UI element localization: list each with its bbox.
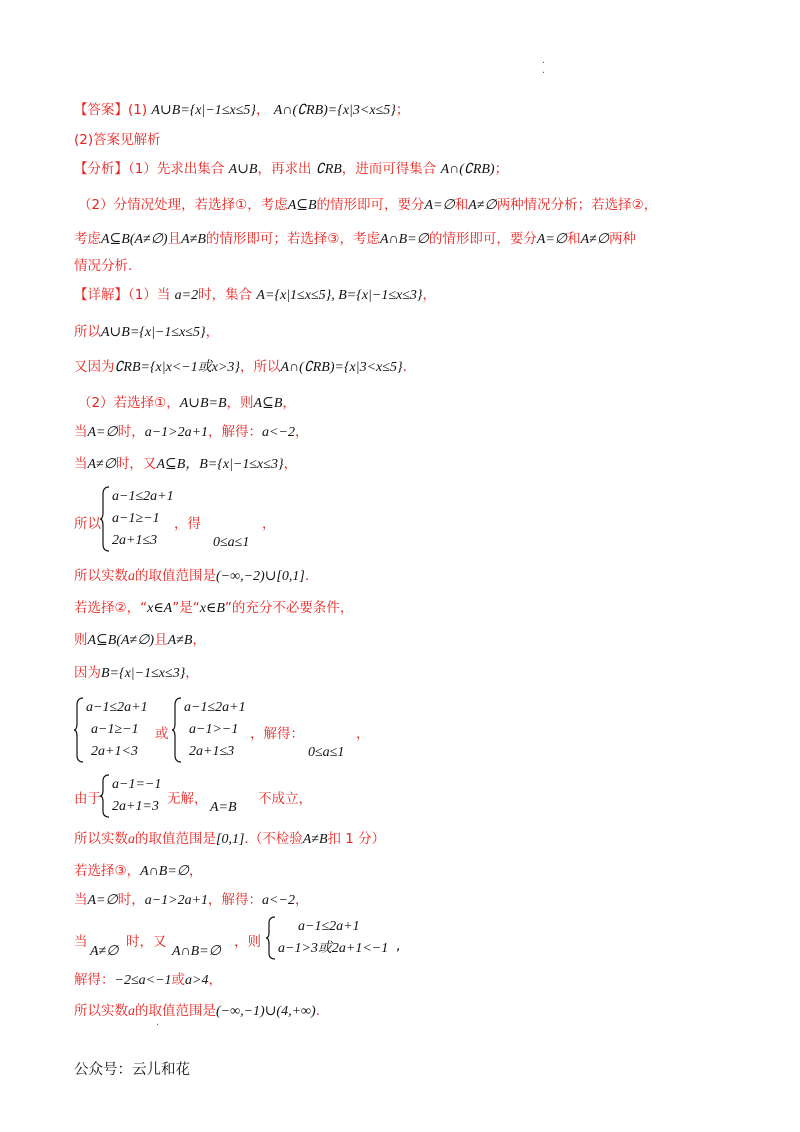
decorative-dot: · [156,1020,160,1031]
result-range: 0≤a≤1 [213,535,250,550]
detail-line-14: 所以实数a的取值范围是[0,1].（不检验A≠B扣 1 分） [74,831,386,847]
detail-line-11: 因为B={x|−1≤x≤3}， [74,665,199,681]
analysis-line-2: （2）分情况处理，若选择①，考虑A⊆B的情形即可，要分A=∅和A≠∅两种情况分析；若选择②， [78,197,658,213]
brace-icon [172,697,182,763]
footer-account: 公众号：云儿和花 [74,1062,190,1078]
detail-line-18: 解得：−2≤a<−1或a>4， [74,972,222,988]
analysis-line-3: 考虑A⊆B(A≠∅)且A≠B的情形即可；若选择③，考虑A∩B=∅的情形即可，要分A=∅和A≠∅两种 [74,231,636,247]
decorative-dot: · [542,58,546,69]
detail-label: 【详解】 [74,287,128,303]
detail-line-16: 当A=∅时，a−1>2a+1，解得：a<−2， [74,892,309,908]
brace-icon [266,916,276,960]
detail-line-4: （2）若选择①，A∪B=B，则A⊆B， [78,395,296,411]
answer-line-1: 【答案】(1) A∪B={x|−1≤x≤5}， A∩(∁RB)={x|3<x≤5}； [74,102,410,118]
detail-line-19: 所以实数a的取值范围是(−∞,−1)∪(4,+∞). [74,1003,320,1019]
detail-line-2: 所以A∪B={x|−1≤x≤5}， [74,324,220,340]
inequality-system-4: a−1≤2a+1 a−1>3或2a+1<−1 [266,916,416,960]
analysis-label: 【分析】 [74,161,128,177]
analysis-line-4: 情况分析. [74,258,133,274]
result-range: 0≤a≤1 [308,745,345,760]
decorative-dot: · [542,68,546,79]
inequality-system-1: a−1≤2a+1 a−1≥−1 2a+1≤3 [100,486,190,552]
detail-line-15: 若选择③，A∩B=∅， [74,863,203,879]
brace-icon [74,697,84,763]
equation-system: a−1=−1 2a+1=3 [100,774,190,818]
inequality-system-2: a−1≤2a+1 a−1≥−1 2a+1<3 [74,697,164,763]
detail-line-10: 则A⊆B(A≠∅)且A≠B， [74,632,206,648]
detail-line-5: 当A=∅时，a−1>2a+1，解得：a<−2， [74,424,309,440]
inequality-system-3: a−1≤2a+1 a−1>−1 2a+1≤3 [172,697,262,763]
brace-icon [100,486,110,552]
detail-line-3: 又因为∁RB={x|x<−1或x>3}，所以A∩(∁RB)={x|3<x≤5}. [74,359,407,375]
answer-label: 【答案】 [74,102,128,118]
analysis-line-1: 【分析】（1）先求出集合 A∪B，再求出 ∁RB，进而可得集合 A∩(∁RB)； [74,161,509,177]
detail-line-6: 当A≠∅时，又A⊆B，B={x|−1≤x≤3}， [74,456,298,472]
detail-line-8: 所以实数a的取值范围是(−∞,−2)∪[0,1]. [74,568,310,584]
detail-line-9: 若选择②，“x∈A”是“x∈B”的充分不必要条件， [74,600,354,616]
answer-line-2: (2)答案见解析 [74,132,161,148]
brace-icon [100,774,110,818]
detail-line-7-prefix: 所以 [74,516,101,532]
detail-line-1: 【详解】（1）当 a=2时，集合 A={x|1≤x≤5}, B={x|−1≤x≤3}， [74,287,437,303]
